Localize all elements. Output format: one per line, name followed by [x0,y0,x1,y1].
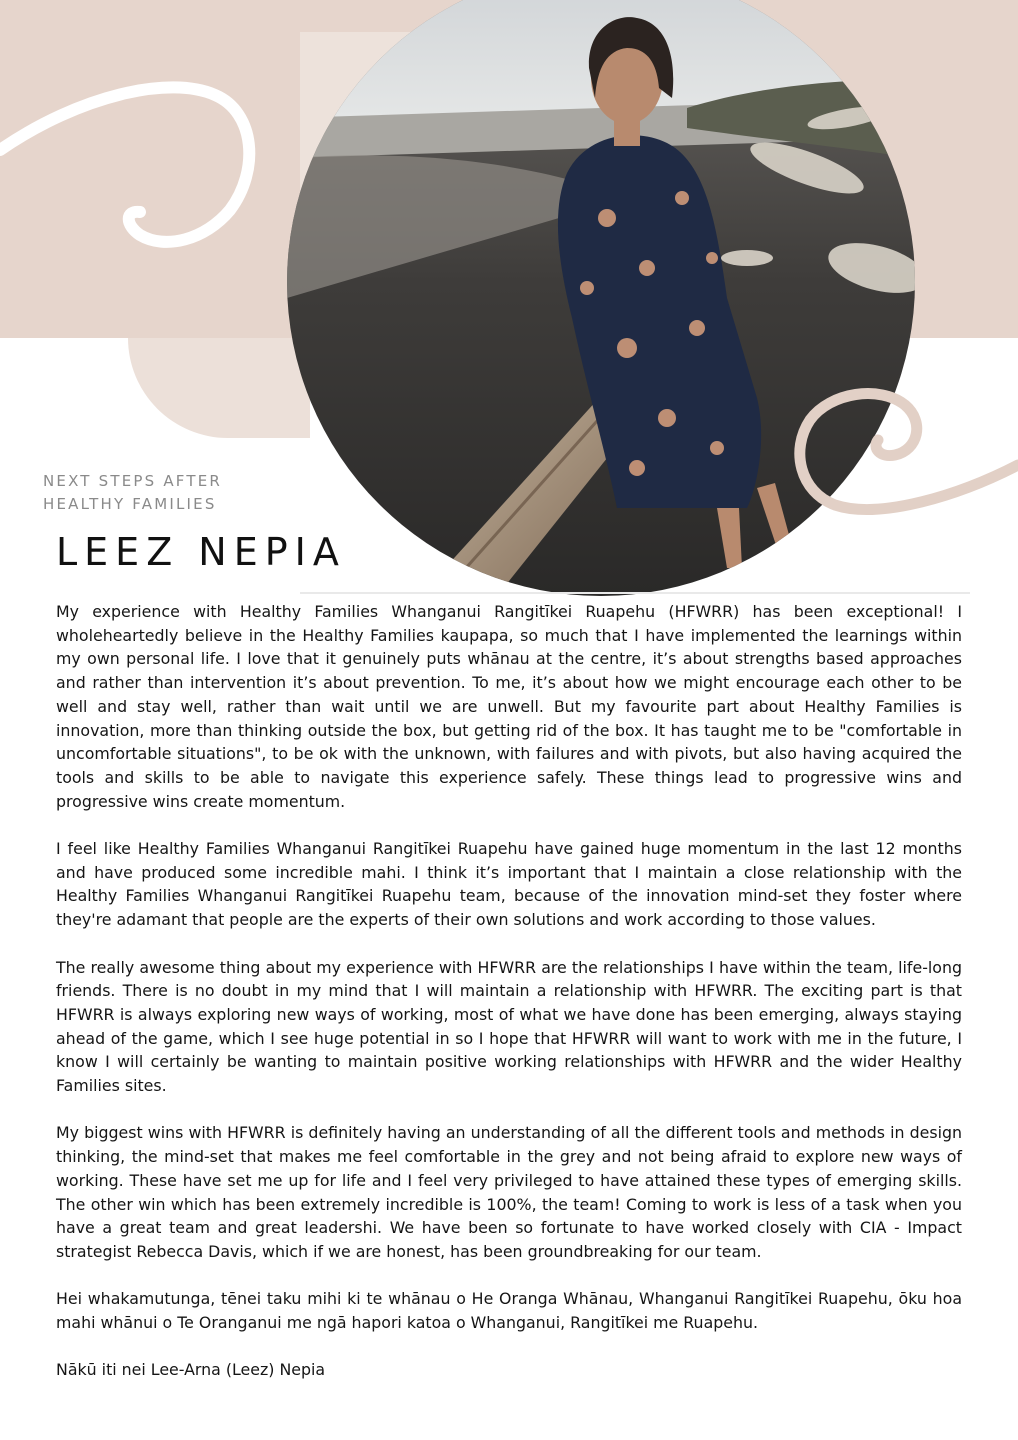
paragraph-4: My biggest wins with HFWRR is definitely having an understanding of all the different tools and methods in design thinking, the mind-set that makes me feel comfortable in the grey and not being afraid to explore new ways of working. These have set me up for life and I feel very privileged to have attained these types of emerging skills. The other win which has been extremely incredible is 100%, the team! Coming to work is less of a task when you have a great team and great leadershi. We have been so fortunate to have worked closely with CIA - Impact strategist Rebecca Davis, which if we are honest, has been groundbreaking for our team. [56,1123,962,1261]
paragraph-2: I feel like Healthy Families Whanganui Rangitīkei Ruapehu have gained huge momentum in the last 12 months and have produced some incredible mahi. I think it’s important that I maintain a close relationship with the Healthy Families Whanganui Rangitīkei Ruapehu team, because of the innovation mind-set they foster where they're adamant that people are the experts of their own solutions and work according to those values. [56,839,962,930]
paragraph-3: The really awesome thing about my experience with HFWRR are the relationships I have within the team, life-long friends. There is no doubt in my mind that I will maintain a relationship with HFWRR. The exciting part is that HFWRR is always exploring new ways of working, most of what we have done has been emerging, always staying ahead of the game, which I see huge potential in so I hope that HFWRR will want to work with me in the future, I know I will certainly be wanting to maintain positive working relationships with HFWRR and the wider Healthy Families sites. [56,957,962,1096]
eyebrow-line-1: NEXT STEPS AFTER [43,472,223,490]
testimonial-body [56,600,962,1382]
paragraph-5: Hei whakamutunga, tēnei taku mihi ki te whānau o He Oranga Whānau, Whanganui Rangitīkei Ruapehu, ōku hoa mahi whānui o Te Oranganui me ngā hapori katoa o Whanganui, Rangitīkei me Ruapehu. [56,1289,962,1333]
signature: Nākū iti nei Lee-Arna (Leez) Nepia [56,1360,326,1380]
white-swirl-icon [0,87,249,241]
paragraph-1: My experience with Healthy Families Whanganui Rangitīkei Ruapehu (HFWRR) has been exceptional! I wholeheartedly believe in the Healthy Families kaupapa, so much that I have implemented the learnings within my own personal life. I love that it genuinely puts whānau at the centre, it’s about strengths based approaches and rather than intervention it’s about prevention. To me, it’s about how we might encourage each other to be well and stay well, rather than wait until we are unwell. But my favourite part about Healthy Families is innovation, more than thinking outside the box, but getting rid of the box. It has taught me to be "comfortable in uncomfortable situations", to be ok with the unknown, with failures and with pivots, but also having acquired the tools and skills to be able to navigate this experience safely. These things lead to progressive wins and progressive wins create momentum. [56,602,962,811]
eyebrow-label [43,470,293,516]
page-title: LEEZ NEPIA [56,530,346,574]
eyebrow-line-2: HEALTHY FAMILIES [43,495,217,513]
divider [300,592,970,594]
tan-swirl-icon [800,394,1018,510]
